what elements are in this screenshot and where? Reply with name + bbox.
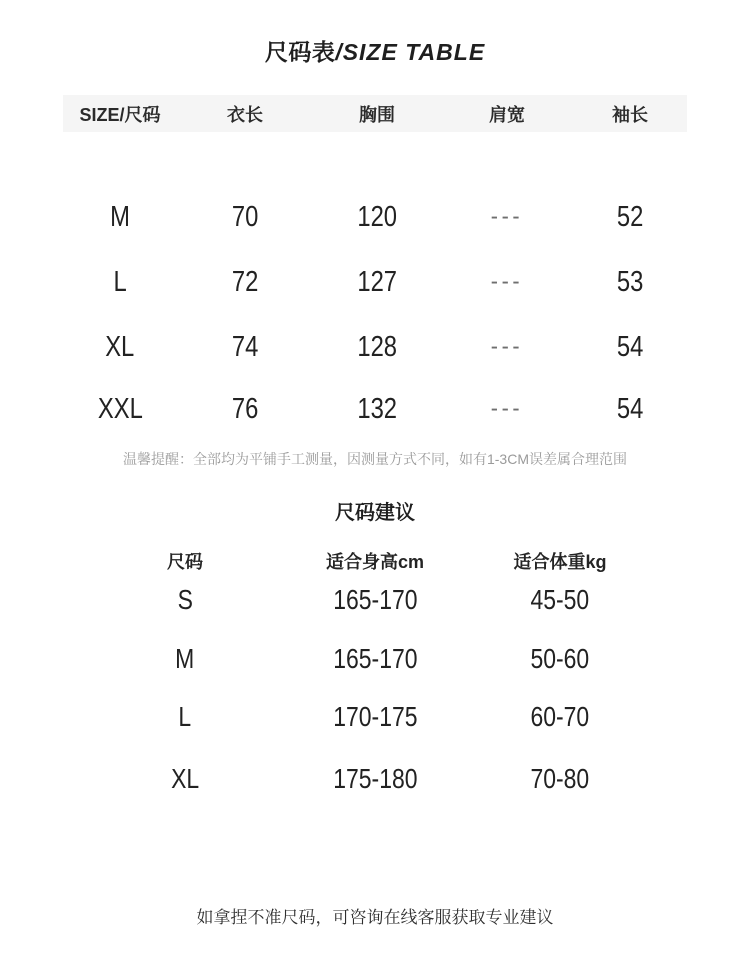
page-title	[0, 34, 750, 67]
sleeve-cell: 53	[616, 265, 644, 298]
size-cell: S	[177, 584, 193, 615]
shoulder-cell: ---	[490, 395, 524, 422]
size-cell: XXL	[97, 392, 143, 425]
length-cell: 70	[231, 200, 259, 233]
suggestion-title: 尺码建议	[335, 502, 415, 524]
table-row-l	[63, 260, 687, 304]
measurement-note: 温馨提醒：全部均为平铺手工测量，因测量方式不同，如有1-3CM误差属合理范围	[122, 451, 627, 467]
length-cell: 72	[231, 265, 259, 298]
suggestion-row-s	[120, 578, 620, 622]
suggestion-header-weight: 适合体重kg	[513, 552, 607, 572]
page-title-en: /SIZE TABLE	[335, 39, 486, 65]
size-cell: XL	[170, 763, 200, 794]
suggestion-header-size: 尺码	[167, 552, 203, 572]
weight-cell: 70-80	[530, 763, 590, 794]
weight-cell: 60-70	[530, 701, 590, 732]
size-table-header-sleeve: 袖长	[612, 104, 648, 125]
size-table-header-shoulder: 肩宽	[489, 104, 525, 125]
weight-cell: 45-50	[530, 584, 590, 615]
bust-cell: 132	[357, 392, 397, 425]
table-row-xl	[63, 325, 687, 369]
size-table-header-row	[63, 95, 687, 132]
suggestion-header-height: 适合身高cm	[325, 552, 424, 572]
size-cell: M	[110, 200, 130, 233]
size-table-header-size: SIZE/尺码	[79, 104, 161, 125]
suggestion-header-row	[120, 546, 620, 576]
size-cell: XL	[105, 330, 135, 363]
bust-cell: 128	[357, 330, 397, 363]
bust-cell: 127	[357, 265, 397, 298]
size-table-header-bust: 胸围	[359, 104, 395, 125]
size-cell: L	[178, 701, 192, 732]
bust-cell: 120	[357, 200, 397, 233]
length-cell: 76	[231, 392, 259, 425]
shoulder-cell: ---	[490, 333, 524, 360]
suggestion-row-l	[120, 695, 620, 739]
size-cell: M	[175, 643, 195, 674]
size-table-header-length: 衣长	[227, 104, 263, 125]
table-row-xxl	[63, 387, 687, 431]
page-title-zh: 尺码表	[264, 39, 336, 65]
shoulder-cell: ---	[490, 268, 524, 295]
height-cell: 170-175	[332, 701, 418, 732]
sleeve-cell: 54	[616, 330, 644, 363]
height-cell: 165-170	[332, 643, 418, 674]
suggestion-row-m	[120, 637, 620, 681]
weight-cell: 50-60	[530, 643, 590, 674]
height-cell: 165-170	[332, 584, 418, 615]
shoulder-cell: ---	[490, 203, 524, 230]
size-cell: L	[113, 265, 127, 298]
sleeve-cell: 54	[616, 392, 644, 425]
sleeve-cell: 52	[616, 200, 644, 233]
length-cell: 74	[231, 330, 259, 363]
customer-service-tip: 如拿捏不准尺码，可咨询在线客服获取专业建议	[196, 908, 554, 927]
table-row-m	[63, 195, 687, 239]
height-cell: 175-180	[332, 763, 418, 794]
suggestion-row-xl	[120, 757, 620, 801]
